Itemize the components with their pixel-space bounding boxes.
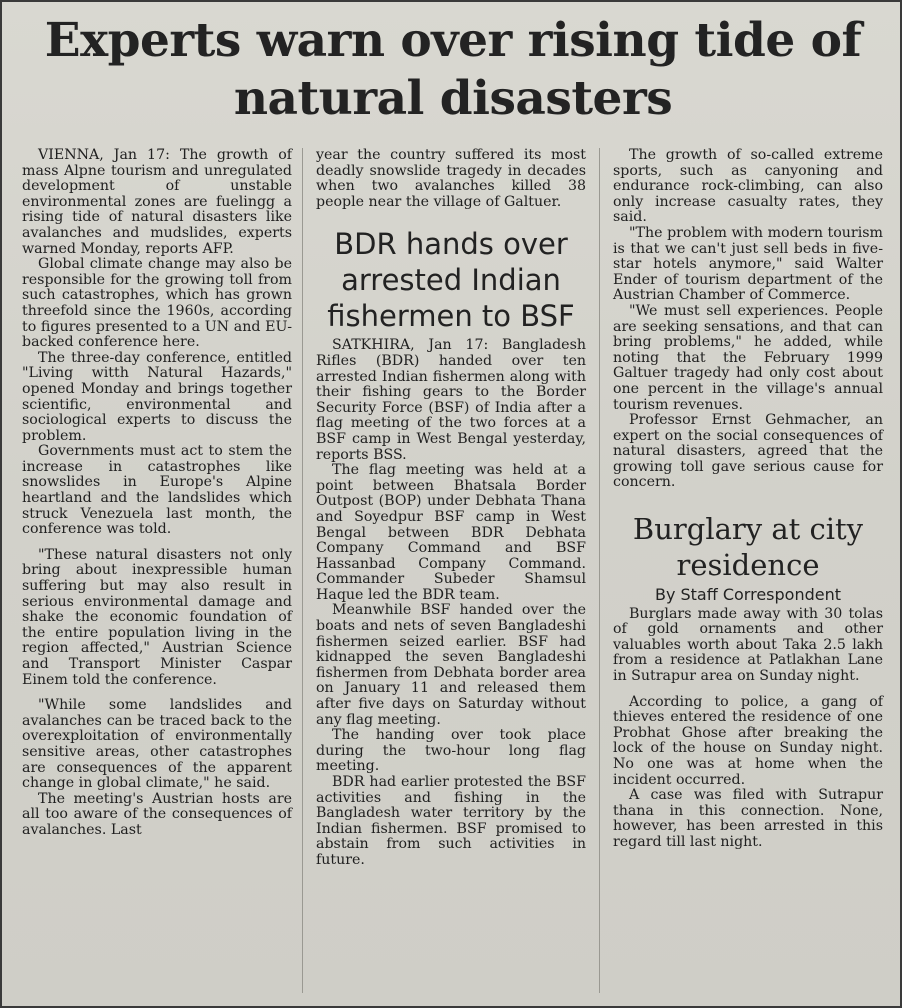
article-paragraph: year the country suffered its most deadly snowslide tragedy in decades when two avalanches killed 38 people near the village of Galtuer. [316, 147, 586, 210]
article-paragraph: The three-day conference, entitled "Living witth Natural Hazards," opened Monday and brings together scientific, environmental and sociological experts to discuss the problem. [22, 349, 292, 444]
article-column-2 [316, 148, 586, 869]
article-paragraph: "While some landslides and avalanches can be traced back to the overexploitation of environmentally sensitive areas, other catastrophes are consequences of the apparent change in global climate," he said. [22, 697, 292, 792]
article-paragraph: The handing over took place during the two-hour long flag meeting. [316, 727, 586, 775]
article-column-1 [22, 148, 292, 839]
column-divider [302, 148, 303, 993]
article-paragraph: Burglars made away with 30 tolas of gold ornaments and other valuables worth about Taka 2.5 lakh from a residence at Patlakhan Lane in Sutrapur area on Sunday night. [613, 605, 883, 685]
article-column-3 [613, 148, 883, 851]
article-paragraph: "The problem with modern tourism is that we can't just sell beds in five-star hotels anymore," said Walter Ender of tourism department of the Austrian Chamber of Commerce. [613, 224, 883, 304]
article-paragraph: The growth of so-called extreme sports, such as canyoning and endurance rock-climbing, can also only increase casualty rates, they said. [613, 147, 883, 226]
article-paragraph: "We must sell experiences. People are seeking sensations, and that can bring problems," he added, while noting that the February 1999 Galtuer tragedy had only cost about one percent in the village's annual tourism revenues. [613, 302, 883, 413]
bdr-headline: BDR hands over arrested Indian fishermen to BSF [327, 227, 575, 334]
article-paragraph: BDR had earlier protested the BSF activities and fishing in the Bangladesh water territory by the Indian fishermen. BSF promised to abstain from such activities in future. [316, 774, 586, 868]
article-paragraph: VIENNA, Jan 17: The growth of mass Alpne tourism and unregulated development of unstable environmental zones are fuelingg a rising tide of natural disasters like avalanches and mudslides, experts warned Monday, reports AFP. [22, 147, 292, 257]
article-paragraph: Governments must act to stem the increase in catastrophes like snowslides in Europe's Alpine heartland and the landslides which struck Venezuela last month, the conference was told. [22, 443, 292, 538]
article-paragraph: Global climate change may also be responsible for the growing toll from such catastrophes, which has grown threefold since the 1960s, according to figures presented to a UN and EU-backed conference here. [22, 256, 292, 351]
burglary-headline: Burglary at city residence [632, 512, 864, 583]
column-divider [599, 148, 600, 993]
article-paragraph: "These natural disasters not only bring about inexpressible human suffering but may also result in serious environmental damage and shake the economic foundation of the entire population living in the region affected," Austrian Science and Transport Minister Caspar Einem told the conference. [22, 546, 292, 688]
main-headline: Experts warn over rising tide of natural disasters [44, 13, 862, 126]
article-paragraph: Meanwhile BSF handed over the boats and nets of seven Bangladeshi fishermen seized earlier. BSF had kidnapped the seven Bangladeshi fishermen from Debhata border area on January 11 and released them after five days on Saturday without any flag meeting. [316, 602, 586, 728]
article-paragraph: The meeting's Austrian hosts are all too aware of the consequences of avalanches. Last [22, 790, 292, 838]
article-paragraph: According to police, a gang of thieves entered the residence of one Probhat Ghose after breaking the lock of the house on Sunday night. No one was at home when the incident occurred. [613, 693, 883, 788]
article-paragraph: The flag meeting was held at a point between Bhatsala Border Outpost (BOP) under Debhata Thana and Soyedpur BSF camp in West Bengal between BDR Debhata Company Command and BSF Hassanbad Company Command. Commander Subeder Shamsul Haque led the BDR team. [316, 462, 586, 603]
article-paragraph: SATKHIRA, Jan 17: Bangladesh Rifles (BDR) handed over ten arrested Indian fishermen along with their fishing gears to the Border Security Force (BSF) of India after a flag meeting of the two forces at a BSF camp in West Bengal yesterday, reports BSS. [316, 337, 586, 463]
article-paragraph: Professor Ernst Gehmacher, an expert on the social consequences of natural disasters, agreed that the growing toll gave serious cause for concern. [613, 412, 883, 491]
article-paragraph: A case was filed with Sutrapur thana in this connection. None, however, has been arrested in this regard till last night. [613, 787, 883, 850]
byline: By Staff Correspondent [654, 585, 842, 605]
